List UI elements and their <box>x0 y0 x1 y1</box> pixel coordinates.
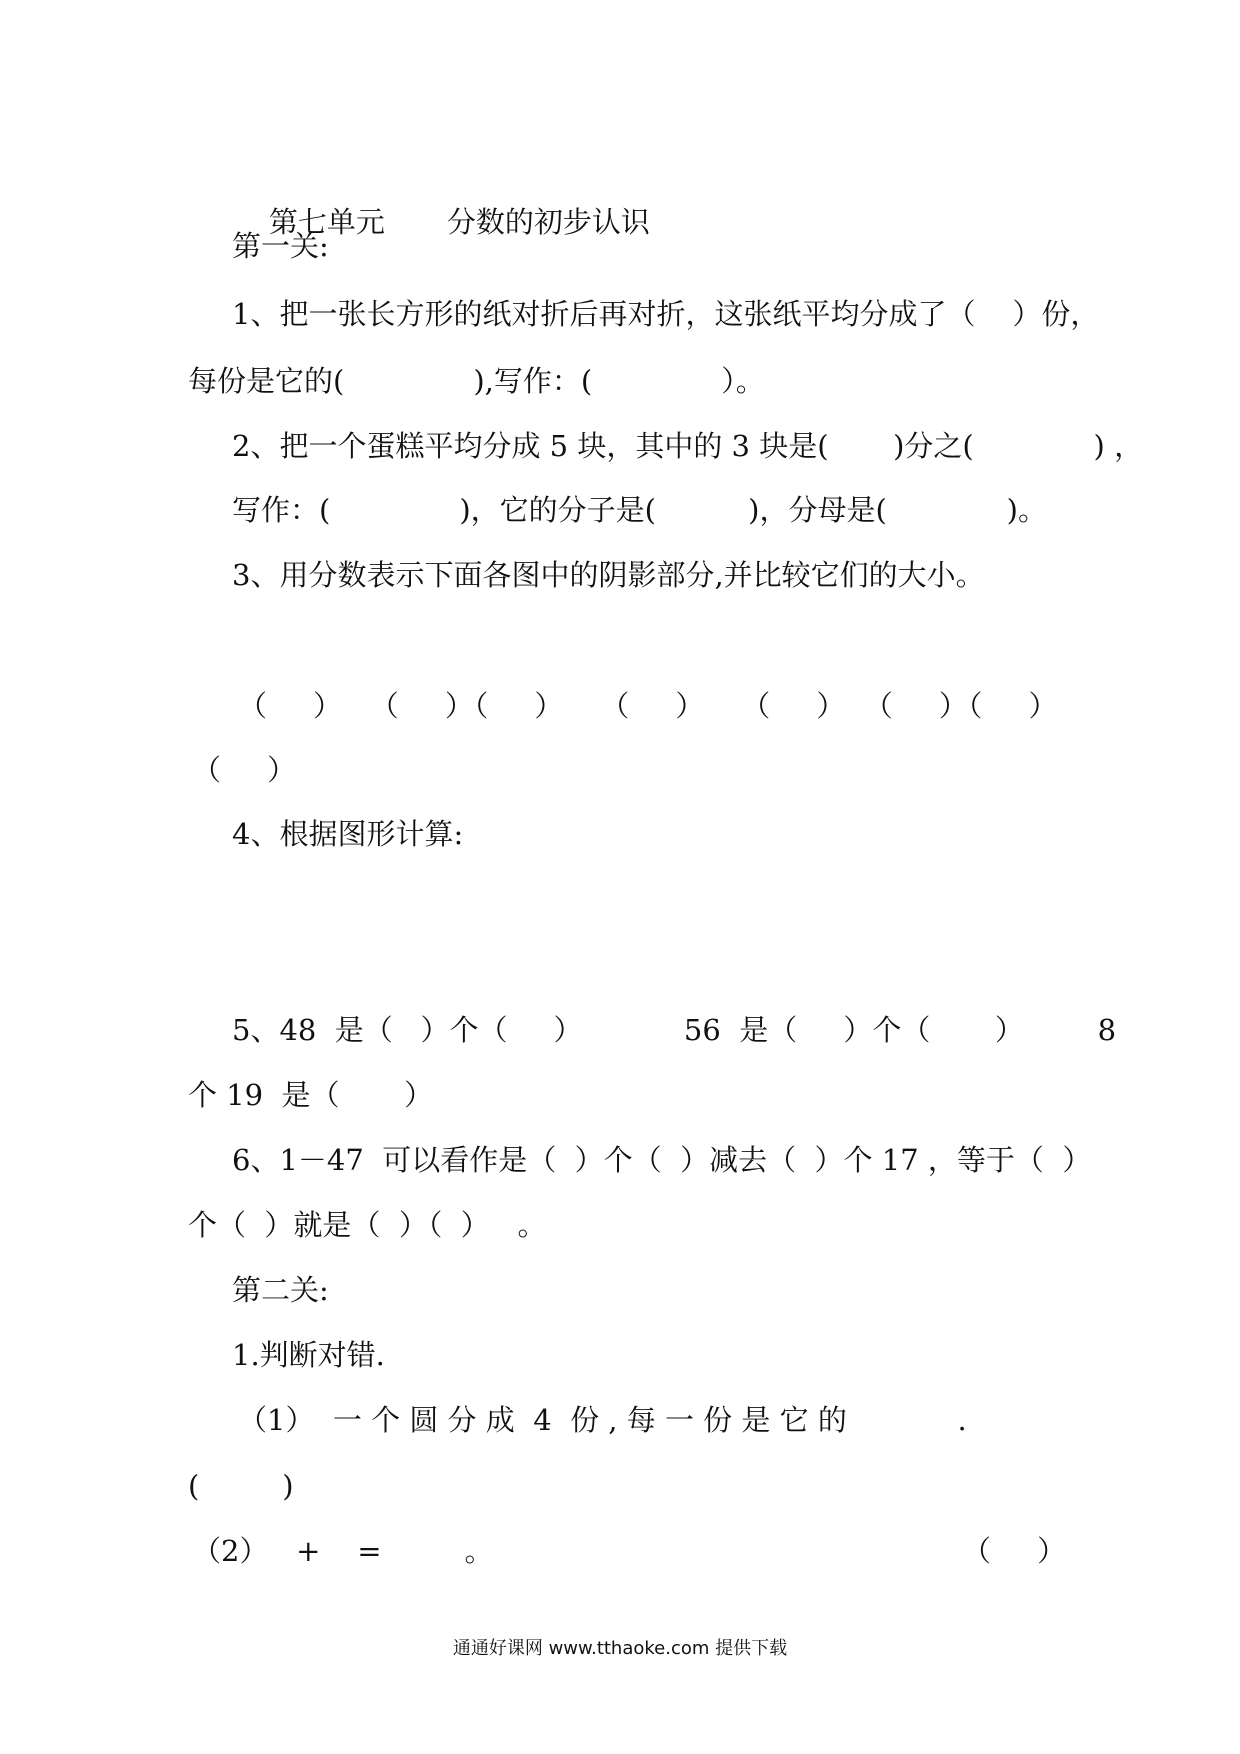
question-2-line-1: 2、把一个蛋糕平均分成 5 块，其中的 3 块是( )分之( ) ， <box>232 429 1144 463</box>
footer-credit: 通通好课网 www.tthaoke.com 提供下载 <box>452 1638 788 1659</box>
level-two-label: 第二关: <box>232 1273 329 1307</box>
question-5-line-2: 个 19 是（ ） <box>188 1078 434 1112</box>
question-2-line-2: 写作：( )，它的分子是( )，分母是( )。 <box>232 493 1047 527</box>
question-4-line-1: 4、根据图形计算: <box>232 817 464 851</box>
level-one-label: 第一关: <box>232 229 329 263</box>
judge-item-1-line-2: ( ) <box>188 1469 294 1503</box>
judge-item-2-answer: （ ） <box>962 1534 1067 1568</box>
question-3-line-1: 3、用分数表示下面各图中的阴影部分,并比较它们的大小。 <box>232 558 985 592</box>
question-6-line-2: 个（ ）就是（ ）（ ） 。 <box>188 1208 547 1242</box>
question-1-line-1: 1、把一张长方形的纸对折后再对折，这张纸平均分成了（ ）份， <box>232 297 1100 331</box>
question-1-line-2: 每份是它的( ),写作：( ）。 <box>188 364 765 398</box>
judge-title: 1.判断对错. <box>232 1338 385 1372</box>
question-5-line-1: 5、48 是（ ）个（ ） 56 是（ ）个（ ） 8 <box>232 1013 1117 1047</box>
question-3-answers-1: （ ） （ ）（ ） （ ） （ ） （ ）（ ） <box>238 689 1058 723</box>
question-6-line-1: 6、1－47 可以看作是（ ）个（ ）减去（ ）个 17 ，等于（ ） <box>232 1143 1092 1177</box>
judge-item-2: （2） + = 。 <box>192 1534 494 1568</box>
judge-item-1-line-1: （1） 一 个 圆 分 成 4 份 , 每 一 份 是 它 的 . <box>238 1403 967 1437</box>
unit-label: 第七单元 <box>268 205 385 239</box>
question-3-answers-2: （ ） <box>192 753 297 787</box>
unit-title: 分数的初步认识 <box>446 205 650 239</box>
